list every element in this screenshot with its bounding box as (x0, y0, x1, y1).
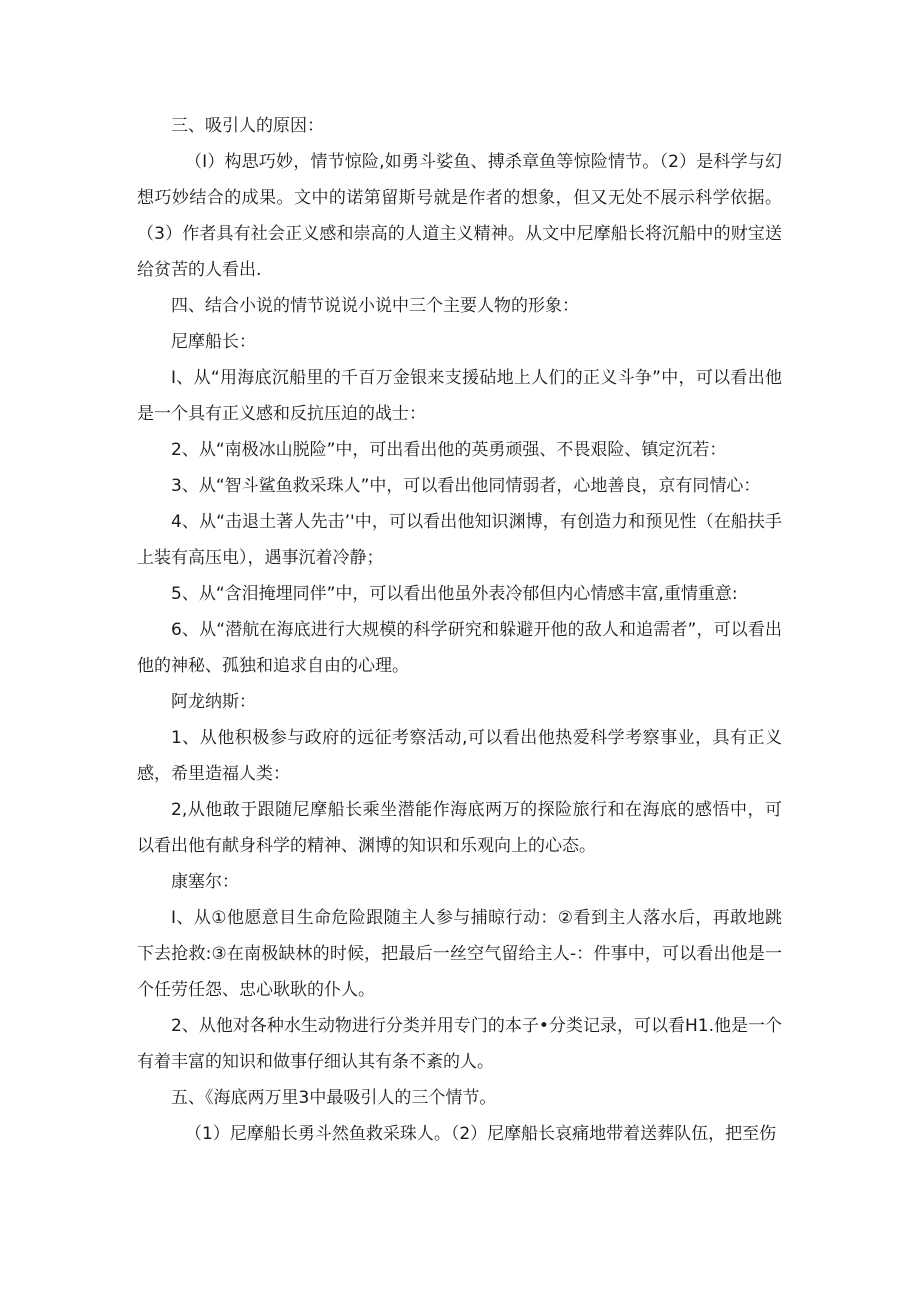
paragraph-aronnax-2: 2,从他敢于跟随尼摩船长乘坐潜能作海底两万的探险旅行和在海底的感悟中，可以看出他有献身科学的精神、渊博的知识和乐观向上的心态。 (137, 800, 782, 856)
character-heading-conseil: 康塞尔： (171, 872, 239, 892)
section-heading-5: 五、《海底两万里3中最吸引人的三个情节。 (171, 1088, 497, 1108)
character-heading-nemo: 尼摩船长： (171, 332, 256, 352)
paragraph-conseil-2: 2、从他对各种水生动物进行分类并用专门的本子•分类记录，可以看H1.他是一个有着丰富的知识和做事仔细认其有条不紊的人。 (137, 1016, 782, 1072)
paragraph-nemo-1: I、从“用海底沉船里的千百万金银来支援砧地上人们的正义斗争”中，可以看出他是一个具有正义感和反抗压迫的战士： (137, 368, 782, 424)
paragraph-conseil-1: I、从①他愿意目生命危险跟随主人参与捕晾行动：②看到主人落水后，再敢地跳下去抢救:③在南极缺林的时候，把最后一丝空气留给主人-：件事中，可以看出他是一个任劳任怨、忠心耿耿的仆人。 (137, 908, 782, 1000)
paragraph-nemo-4: 4、从“击退土著人先击’'中，可以看出他知识渊博，有创造力和预见性（在船扶手上装有高压电），遇事沉着冷静； (137, 512, 782, 568)
character-heading-aronnax: 阿龙纳斯： (171, 692, 256, 712)
section-heading-4: 四、结合小说的情节说说小说中三个主要人物的形象： (171, 296, 579, 316)
paragraph-plots: （1）尼摩船长勇斗然鱼救采珠人。（2）尼摩船长哀痛地带着送葬队伍，把至伤 (185, 1124, 777, 1144)
paragraph-nemo-6: 6、从“潜航在海底进行大规模的科学研究和躲避开他的敌人和追需者”，可以看出他的神秘、孤独和追求自由的心理。 (137, 620, 782, 676)
document-body (137, 108, 782, 1152)
paragraph-reasons: （I）构思巧妙，情节惊险,如勇斗娑鱼、搏杀章鱼等惊险情节。（2）是科学与幻想巧妙结合的成果。文中的诺第留斯号就是作者的想象，但又无处不展示科学依据。（3）作者具有社会正义感和崇高的人道主义精神。从文中尼摩船长将沉船中的财宝送给贫苦的人看出. (137, 152, 782, 280)
paragraph-nemo-3: 3、从“智斗鲨鱼救采珠人”中，可以看出他同情弱者，心地善良，京有同情心： (171, 476, 761, 496)
section-heading-3: 三、吸引人的原因： (171, 116, 324, 136)
paragraph-nemo-5: 5、从“含泪掩埋同伴”中，可以看出他虽外表冷郁但内心情感丰富,重情重意: (171, 584, 738, 604)
paragraph-aronnax-1: 1、从他积极参与政府的远征考察活动,可以看出他热爱科学考察事业，具有正义感，希里造福人类： (137, 728, 782, 784)
paragraph-nemo-2: 2、从“南极冰山脱险”中，可出看出他的英勇顽强、不畏艰险、镇定沉若： (171, 440, 727, 460)
